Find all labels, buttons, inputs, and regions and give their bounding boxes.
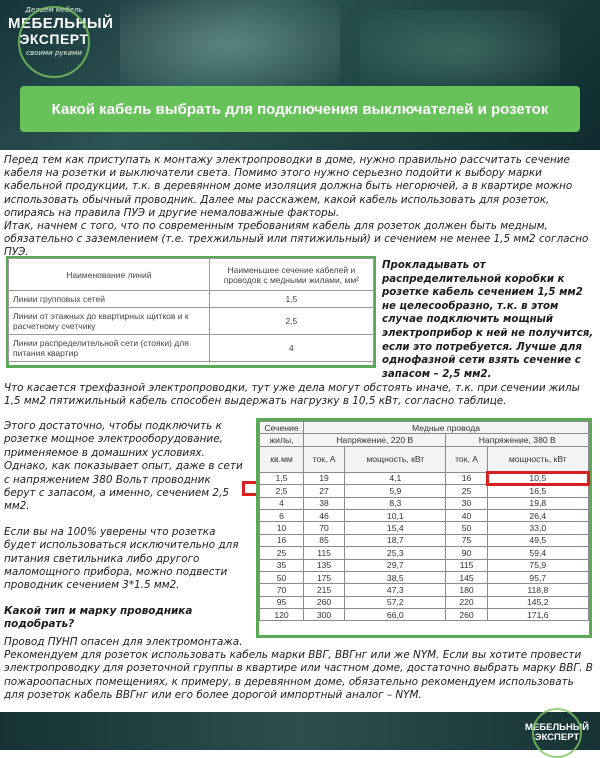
table-cell: 25,3 bbox=[345, 547, 446, 559]
table-cell: 50 bbox=[446, 522, 487, 534]
table-cell: 85 bbox=[304, 534, 345, 546]
cable-section-table bbox=[8, 258, 374, 362]
table-cell: 115 bbox=[304, 547, 345, 559]
table-cell: 95 bbox=[260, 596, 304, 608]
table-cell: 59,4 bbox=[487, 547, 588, 559]
page-title-bar bbox=[20, 86, 580, 132]
table-cell: 40 bbox=[446, 509, 487, 521]
logo-ring bbox=[18, 6, 90, 78]
table-cell: 19 bbox=[304, 472, 345, 484]
bottom-section bbox=[4, 636, 596, 702]
table-cell: 8,3 bbox=[345, 497, 446, 509]
copper-wire-table-body bbox=[260, 472, 589, 621]
table-cell: 4,1 bbox=[345, 472, 446, 484]
left-paragraph-1: Этого достаточно, чтобы подключить к розетке мощное электрооборудование, применяемое в домашних условиях. Однако, как показывает опыт, даже в сети с напряжением 380 Вольт проводник берут с запасом, а именно, сечением 2,5 мм2. bbox=[4, 420, 243, 513]
table-cell: 4 bbox=[209, 335, 373, 362]
page-title: Какой кабель выбрать для подключения выключателей и розеток bbox=[51, 100, 549, 118]
table-cell: 30 bbox=[446, 497, 487, 509]
side-note: Прокладывать от распределительной коробки к розетке кабель сечением 1,5 мм2 не целесообразно, т.к. в этом случае подключить мощный электроприбор к ней не получится, если это потребуется. Лучше для однофазной сети взять сечение с запасом – 2,5 мм2. bbox=[382, 260, 594, 380]
footer-logo-ring bbox=[532, 708, 582, 758]
footer-logo[interactable] bbox=[522, 714, 592, 750]
table-cell: 15,4 bbox=[345, 522, 446, 534]
site-logo[interactable] bbox=[8, 6, 114, 76]
table-cell: 2,5 bbox=[209, 308, 373, 335]
table-row bbox=[260, 522, 589, 534]
table-header-cell: жилы, bbox=[260, 434, 304, 446]
footer-logo-line2: ЭКСПЕРТ bbox=[534, 732, 580, 743]
table-cell: 46 bbox=[304, 509, 345, 521]
table-header-cell: мощность, кВт bbox=[487, 446, 588, 472]
table-cell: 1,5 bbox=[260, 472, 304, 484]
table-cell: 70 bbox=[304, 522, 345, 534]
table-cell: 215 bbox=[304, 584, 345, 596]
table-row bbox=[260, 596, 589, 608]
table-cell: 300 bbox=[304, 609, 345, 621]
table-cell: Линии от этажных до квартирных щитков и к расчетному счетчику bbox=[9, 308, 210, 335]
table-row bbox=[9, 335, 374, 362]
logo-top-text: Делаем мебель bbox=[25, 6, 83, 14]
table-header-cell: кв.мм bbox=[260, 446, 304, 472]
table-header-cell: Напряжение, 220 В bbox=[304, 434, 446, 446]
table-header-cell: Наименование линий bbox=[9, 259, 210, 291]
table-cell: 145 bbox=[446, 571, 487, 583]
three-phase-section bbox=[4, 382, 596, 408]
table-header-cell: Сечение bbox=[260, 422, 304, 434]
table-cell: 18,7 bbox=[345, 534, 446, 546]
table-row bbox=[9, 308, 374, 335]
table-cell: 70 bbox=[260, 584, 304, 596]
left-text-column bbox=[4, 420, 244, 632]
table-cell: 19,8 bbox=[487, 497, 588, 509]
table-row bbox=[260, 497, 589, 509]
three-phase-paragraph: Что касается трехфазной электропроводки, тут уже дела могут обстоять иначе, т.к. при сечении жилы 1,5 мм2 пятижильный кабель способен выдержать нагрузку в 10,5 кВт, согласно таблице. bbox=[4, 382, 580, 408]
logo-name-line1: МЕБЕЛЬНЫЙ bbox=[8, 15, 114, 32]
table-cell: 90 bbox=[446, 547, 487, 559]
table-cell: 180 bbox=[446, 584, 487, 596]
footer-logo-line1: МЕБЕЛЬНЫЙ bbox=[525, 722, 589, 733]
table-cell: 260 bbox=[304, 596, 345, 608]
table-cell: 38 bbox=[304, 497, 345, 509]
table-header-row bbox=[260, 422, 589, 434]
table-cell: Линии распределительной сети (стояки) для питания квартир bbox=[9, 335, 210, 362]
section-question: Какой тип и марку проводника подобрать? bbox=[4, 604, 193, 631]
table-row bbox=[260, 485, 589, 497]
table-cell: 4 bbox=[260, 497, 304, 509]
table-cell: 5,9 bbox=[345, 485, 446, 497]
table-cell: 6 bbox=[260, 509, 304, 521]
table-cell: 10,5 bbox=[487, 472, 588, 484]
table-header-row bbox=[260, 434, 589, 446]
table-cell: 47,3 bbox=[345, 584, 446, 596]
table-row bbox=[260, 472, 589, 484]
table-cell: 50 bbox=[260, 571, 304, 583]
table-row bbox=[9, 291, 374, 308]
table-cell: 25 bbox=[260, 547, 304, 559]
left-paragraph-2: Если вы на 100% уверены что розетка будет использоваться исключительно для питания светильника либо другого маломощного прибора, можно подвести проводник сечением 3*1.5 мм2. bbox=[4, 525, 239, 592]
logo-name-line2: ЭКСПЕРТ bbox=[19, 31, 89, 47]
table-cell: 49,5 bbox=[487, 534, 588, 546]
bottom-paragraph-2: Рекомендуем для розеток использовать кабель марки ВВГ, ВВГнг или же NYM. Если вы хотите провести электропроводку для розеточной группы в квартире или частном доме, достаточно выбрать марку ВВГ. В пожароопасных помещениях, к примеру, в деревянном доме, обязательно рекомендуем использовать для розеток кабель ВВГнг или его более дорогой импортный аналог – NYM. bbox=[4, 649, 593, 701]
table-cell: 25 bbox=[446, 485, 487, 497]
table-cell: 220 bbox=[446, 596, 487, 608]
table-cell: 260 bbox=[446, 609, 487, 621]
table-cell: 120 bbox=[260, 609, 304, 621]
table-cell: 1,5 bbox=[209, 291, 373, 308]
table-cell: 16,5 bbox=[487, 485, 588, 497]
table-cell: 115 bbox=[446, 559, 487, 571]
table-cell: 135 bbox=[304, 559, 345, 571]
table-cell: 57,2 bbox=[345, 596, 446, 608]
table-row bbox=[260, 534, 589, 546]
table-cell: 75,9 bbox=[487, 559, 588, 571]
table-cell: 175 bbox=[304, 571, 345, 583]
intro-section bbox=[4, 154, 596, 260]
table-row bbox=[260, 547, 589, 559]
table-cell: 10 bbox=[260, 522, 304, 534]
table-row bbox=[260, 584, 589, 596]
table-cell: 27 bbox=[304, 485, 345, 497]
table-header-cell: мощность, кВт bbox=[345, 446, 446, 472]
copper-wire-table-frame bbox=[256, 418, 592, 638]
table-cell: 118,8 bbox=[487, 584, 588, 596]
table-cell: 16 bbox=[260, 534, 304, 546]
table-header-cell: ток, А bbox=[446, 446, 487, 472]
table-cell: 38,5 bbox=[345, 571, 446, 583]
table-header-cell: Наименьшее сечение кабелей и проводов с медными жилами, мм² bbox=[209, 259, 373, 291]
table-row bbox=[260, 509, 589, 521]
table-cell: 10,1 bbox=[345, 509, 446, 521]
intro-paragraph-2: Итак, начнем с того, что по современным требованиям кабель для розеток должен быть медным, обязательно с заземлением (т.е. трехжильный или пятижильный) и сечением не менее 1,5 мм2 согласно ПУЭ. bbox=[4, 220, 589, 259]
table-cell: 35 bbox=[260, 559, 304, 571]
table-cell: 2,5 bbox=[260, 485, 304, 497]
header-background-decoration bbox=[120, 0, 340, 90]
table-header-cell: ток, А bbox=[304, 446, 345, 472]
bottom-paragraph-1: Провод ПУНП опасен для электромонтажа. bbox=[4, 636, 243, 648]
footer-bar bbox=[0, 712, 600, 750]
table-cell: 171,6 bbox=[487, 609, 588, 621]
header-banner bbox=[0, 0, 600, 150]
table-header-cell: Напряжение, 380 В bbox=[446, 434, 589, 446]
table-cell: 75 bbox=[446, 534, 487, 546]
logo-bottom-text: своими руками bbox=[26, 49, 82, 57]
copper-wire-table bbox=[259, 421, 589, 621]
header-background-decoration bbox=[360, 10, 560, 90]
table-cell: 33,0 bbox=[487, 522, 588, 534]
table-cell: 29,7 bbox=[345, 559, 446, 571]
table-header-row bbox=[260, 446, 589, 472]
table-cell: Линии групповых сетей bbox=[9, 291, 210, 308]
table-cell: 26,4 bbox=[487, 509, 588, 521]
intro-paragraph: Перед тем как приступать к монтажу электропроводки в доме, нужно правильно рассчитать сечение кабеля на розетки и выключатели света. Помимо этого нужно серьезно подойти к выбору марки кабельной продукции, т.к. в деревянном доме изоляция должна быть негорючей, а в квартире можно использовать обычный проводник. Далее мы расскажем, какой кабель использовать для розеток, опираясь на правила ПУЭ и другие немаловажные факторы. bbox=[4, 154, 573, 219]
table-header-row bbox=[9, 259, 374, 291]
table-cell: 95,7 bbox=[487, 571, 588, 583]
table-cell: 16 bbox=[446, 472, 487, 484]
table-header-cell: Медные провода bbox=[304, 422, 589, 434]
table-cell: 66,0 bbox=[345, 609, 446, 621]
table-row bbox=[260, 571, 589, 583]
table-cell: 145,2 bbox=[487, 596, 588, 608]
table-row bbox=[260, 609, 589, 621]
table-row bbox=[260, 559, 589, 571]
